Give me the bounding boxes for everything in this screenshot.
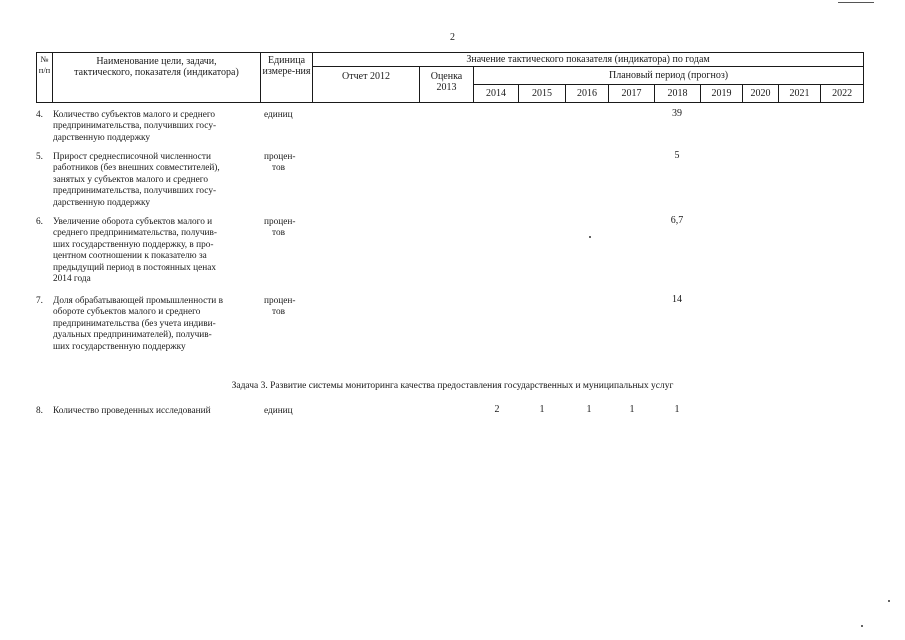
row-4-unit	[264, 110, 310, 121]
row-4-name	[36, 110, 255, 144]
row-8-unit: единиц	[264, 406, 293, 416]
row-6-line-3: ших государственную поддержку, в про-	[53, 239, 214, 250]
row-5-unit	[264, 152, 310, 175]
row-5-line-4: предпринимательства, получивших госу-	[53, 186, 217, 197]
row-6-unit-line-1: процен-	[264, 217, 296, 227]
header-number: № п/п	[37, 53, 53, 103]
task-3-heading: Задача 3. Развитие системы мониторинга качества предоставления государственных и муниципальных услуг	[231, 381, 674, 391]
scan-speck	[888, 600, 890, 602]
row-5-number: 5.	[36, 152, 43, 162]
header-year-2019: 2019	[701, 85, 743, 103]
row-7-unit	[264, 296, 310, 319]
row-7-unit-line-1: процен-	[264, 296, 296, 306]
row-7-line-4: дуальных предпринимателей), получив-	[53, 330, 212, 341]
row-7-line-1: Доля обрабатывающей промышленности в	[53, 296, 223, 306]
page-number: 2	[450, 32, 455, 43]
header-year-2021: 2021	[779, 85, 821, 103]
row-6-value-2018: 6,7	[670, 215, 684, 226]
header-estimate-2013: Оценка 2013	[420, 67, 474, 103]
header-report-2012: Отчет 2012	[313, 67, 420, 103]
scan-speck	[589, 236, 591, 238]
header-year-2015: 2015	[519, 85, 566, 103]
row-5-name	[36, 152, 255, 209]
row-4-unit-line-1: единиц	[264, 110, 293, 120]
header-indicator-name: Наименование цели, задачи, тактического, показателя (индикатора)	[53, 53, 261, 103]
row-5-line-1: Прирост среднесписочной численности	[53, 152, 211, 162]
row-8-label: Количество проведенных исследований	[53, 406, 211, 416]
row-6-unit-line-2: тов	[272, 228, 285, 239]
row-4-line-3: дарственную поддержку	[53, 132, 151, 143]
header-year-2017: 2017	[609, 85, 655, 103]
row-7-unit-line-2: тов	[272, 307, 285, 318]
header-year-2014: 2014	[474, 85, 519, 103]
row-4-value-2018: 39	[672, 108, 682, 119]
header-year-2018: 2018	[655, 85, 701, 103]
row-4-line-2: предпринимательства, получивших госу-	[53, 121, 217, 132]
row-6-name	[36, 217, 255, 285]
header-plan-period: Плановый период (прогноз)	[474, 67, 864, 85]
row-7-line-2: обороте субъектов малого и среднего	[53, 307, 201, 318]
row-8-value-2016: 1	[586, 404, 592, 415]
row-8-value-2017: 1	[629, 404, 635, 415]
row-7-value-2018: 14	[672, 294, 682, 305]
row-7-name	[36, 296, 255, 353]
row-6-line-6: 2014 года	[53, 274, 91, 285]
scan-speck	[861, 625, 863, 627]
row-5-line-2: работников (без внешних совместителей),	[53, 163, 220, 174]
row-4-number: 4.	[36, 110, 43, 120]
row-5-line-5: дарственную поддержку	[53, 197, 151, 208]
row-7-line-5: ших государственную поддержку	[53, 341, 186, 352]
row-8-value-2018: 1	[674, 404, 680, 415]
row-6-number: 6.	[36, 217, 43, 227]
header-unit: Единица измере-ния	[261, 53, 313, 103]
indicator-table-header	[36, 52, 864, 103]
header-year-2022: 2022	[821, 85, 864, 103]
row-5-unit-line-1: процен-	[264, 152, 296, 162]
row-6-line-2: среднего предпринимательства, получив-	[53, 228, 218, 239]
row-6-unit	[264, 217, 310, 240]
top-edge-rule	[838, 2, 874, 3]
row-6-line-4: центном соотношении к показателю за	[53, 251, 207, 262]
row-8-name	[36, 406, 266, 417]
row-5-line-3: занятых у субъектов малого и среднего	[53, 174, 208, 185]
header-year-2016: 2016	[566, 85, 609, 103]
row-5-unit-line-2: тов	[272, 163, 285, 174]
row-7-number: 7.	[36, 296, 43, 306]
row-8-value-2014: 2	[494, 404, 500, 415]
header-values-title: Значение тактического показателя (индикатора) по годам	[313, 53, 864, 67]
header-year-2020: 2020	[743, 85, 779, 103]
row-5-value-2018: 5	[674, 150, 680, 161]
row-8-number: 8.	[36, 406, 43, 416]
row-7-line-3: предпринимательства (без учета индиви-	[53, 318, 216, 329]
row-6-line-5: предыдущий период в постоянных ценах	[53, 262, 216, 273]
row-8-value-2015: 1	[539, 404, 545, 415]
row-6-line-1: Увеличение оборота субъектов малого и	[53, 217, 213, 227]
row-4-line-1: Количество субъектов малого и среднего	[53, 110, 216, 120]
